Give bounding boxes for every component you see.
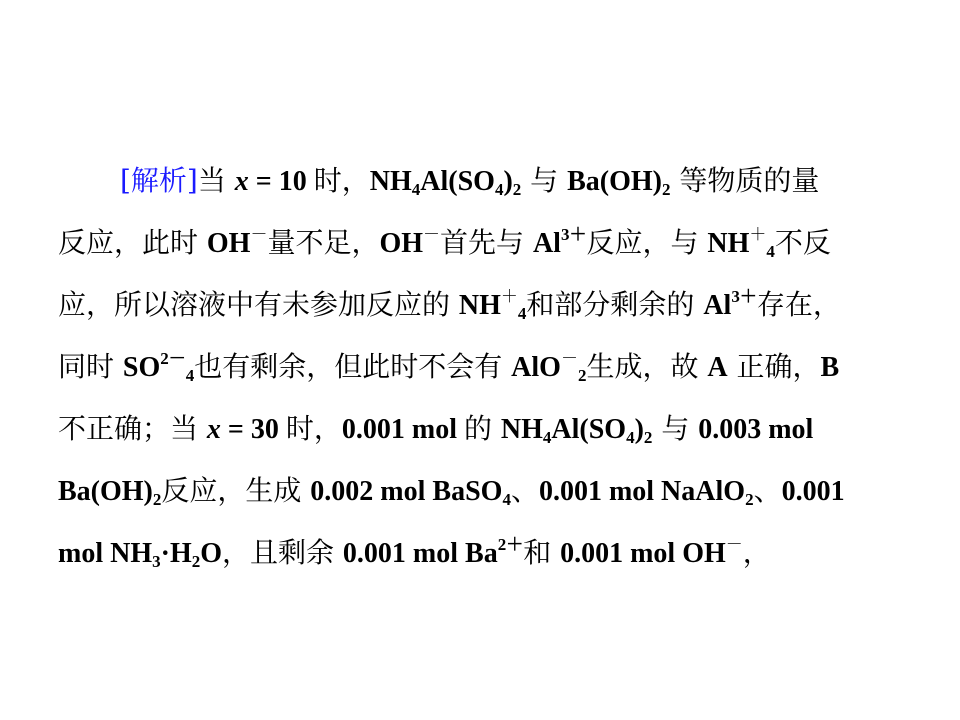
text-segment: ， (742, 536, 771, 569)
text-segment: NH (707, 228, 750, 259)
text-segment: 、 (753, 474, 782, 507)
text-segment: 和部分剩余的 (526, 288, 704, 321)
text-segment: NH (458, 290, 501, 321)
subscript: 2 (661, 180, 671, 199)
text-line (58, 522, 898, 584)
superscript: － (250, 225, 268, 245)
subscript: 3 (152, 552, 161, 571)
text-segment: 不正确；当 (58, 412, 207, 445)
text-segment: mol NH (58, 538, 153, 569)
text-segment: 等物质的量 (670, 164, 820, 197)
text-segment: 同时 (58, 350, 123, 383)
subscript: 4 (626, 428, 635, 447)
text-segment: O (200, 538, 223, 569)
text-segment: 0.001 mol (341, 414, 464, 445)
text-line (58, 212, 898, 274)
text-segment: 0.002 mol BaSO (310, 476, 503, 507)
text-line (58, 274, 898, 336)
text-segment: = 10 (248, 166, 314, 197)
subscript: 4 (517, 304, 527, 323)
text-line (58, 150, 898, 212)
text-segment: 首先与 (440, 226, 533, 259)
subscript: 4 (185, 366, 195, 385)
text-segment: x (234, 166, 249, 197)
text-segment: 0.001 (781, 476, 845, 507)
text-segment: SO (122, 352, 161, 383)
text-line (58, 398, 898, 460)
text-segment: 与 (521, 164, 568, 197)
text-segment: 0.001 mol OH (560, 538, 726, 569)
superscript: 2＋ (497, 535, 524, 554)
text-segment: Al (703, 290, 732, 321)
text-segment: ) (634, 414, 644, 445)
subscript: 2 (152, 490, 162, 509)
subscript: 2 (577, 366, 587, 385)
text-segment: 生成，故 (586, 350, 708, 383)
text-segment: 当 (197, 164, 235, 197)
text-segment: AlO (511, 352, 561, 383)
subscript: 4 (766, 242, 775, 261)
text-segment: ，且剩余 (222, 536, 343, 569)
text-segment: 反应，与 (586, 226, 708, 259)
text-segment: x (206, 414, 221, 445)
subscript: 4 (494, 180, 504, 199)
text-segment: Al (532, 228, 561, 259)
subscript: 4 (411, 180, 421, 199)
text-segment: 正确， (727, 350, 821, 383)
text-segment: Ba(OH) (58, 476, 153, 507)
analysis-tag: [解析] (120, 164, 198, 197)
text-segment: 0.001 mol Ba (342, 538, 498, 569)
subscript: 2 (512, 180, 522, 199)
subscript: 2 (745, 490, 754, 509)
text-segment: 应，所以溶液中有未参加反应的 (58, 288, 459, 321)
subscript: 4 (542, 428, 552, 447)
text-segment: 存在， (756, 288, 841, 321)
superscript: － (423, 225, 441, 245)
text-segment: 反应，此时 (58, 226, 207, 259)
text-segment: Al(SO (420, 166, 495, 197)
text-segment: NH (500, 414, 543, 445)
text-segment: 0.003 mol (698, 414, 814, 445)
text-segment: = 30 (220, 414, 286, 445)
text-segment: Ba(OH) (567, 166, 662, 197)
subscript: 2 (643, 428, 653, 447)
text-segment: OH (379, 228, 424, 259)
text-line (58, 336, 898, 398)
text-segment: ) (503, 166, 513, 197)
text-segment: ·H (160, 538, 192, 569)
superscript: ＋ (500, 287, 518, 307)
text-segment: 不反 (774, 226, 831, 259)
text-segment: 反应，生成 (161, 474, 311, 507)
text-segment: B (820, 352, 840, 383)
text-segment: 时， (285, 412, 342, 445)
superscript: ＋ (749, 225, 767, 245)
explanation-paragraph (58, 150, 898, 584)
text-line (58, 460, 898, 522)
text-segment: 0.001 mol NaAlO (538, 476, 746, 507)
text-segment: 与 (652, 412, 699, 445)
subscript: 4 (502, 490, 511, 509)
superscript: － (725, 535, 743, 555)
superscript: 3＋ (731, 287, 757, 306)
superscript: 3＋ (560, 225, 587, 244)
superscript: 2－ (160, 349, 186, 368)
text-segment: OH (206, 228, 251, 259)
text-segment: A (707, 352, 728, 383)
text-segment: 也有剩余，但此时不会有 (194, 350, 512, 383)
text-segment: 和 (523, 536, 561, 569)
superscript: － (560, 349, 578, 369)
subscript: 2 (191, 552, 201, 571)
text-segment: 量不足， (267, 226, 380, 259)
text-segment: 的 (464, 412, 501, 445)
text-segment: Al(SO (551, 414, 627, 445)
text-segment: 、 (510, 474, 539, 507)
text-segment: NH (369, 166, 412, 197)
text-segment: 时， (313, 164, 370, 197)
